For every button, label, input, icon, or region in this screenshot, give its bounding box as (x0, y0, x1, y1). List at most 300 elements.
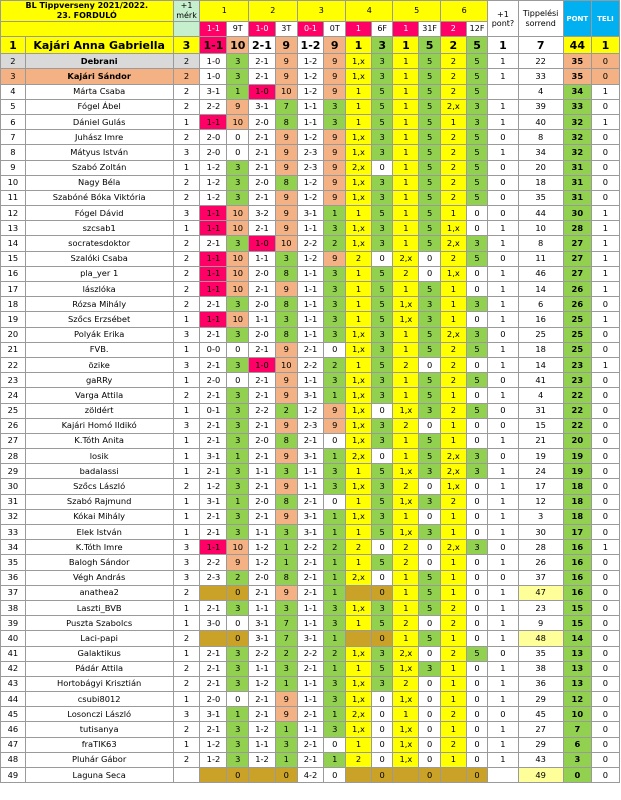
cell-order: 46 (518, 266, 563, 281)
cell-t6: 2 (440, 145, 466, 160)
cell-t4: 1,x (346, 130, 372, 145)
cell-bonus: 1 (488, 236, 518, 251)
cell-mercy: 2 (173, 479, 200, 494)
cell-s3: 3 (324, 266, 346, 281)
cell-full: 0 (591, 494, 619, 509)
cell-s1: 0 (227, 631, 249, 646)
cell-mercy: 2 (173, 251, 200, 266)
cell-mercy: 1 (173, 737, 200, 752)
cell-t6: 1 (440, 114, 466, 129)
cell-mercy: 2 (173, 722, 200, 737)
cell-s6: 0 (466, 600, 488, 615)
cell-t1: 2-1 (200, 433, 227, 448)
cell-s5: 0 (419, 752, 441, 767)
cell-rank: 24 (1, 388, 26, 403)
cell-mercy: 1 (173, 373, 200, 388)
cell-t3: 2-1 (297, 752, 324, 767)
cell-bonus: 1 (488, 342, 518, 357)
mercy-sub (173, 22, 200, 37)
cell-s3: 1 (324, 707, 346, 722)
cell-name: Pádár Attila (25, 661, 173, 676)
cell-s1: 3 (227, 69, 249, 84)
cell-s2: 9 (275, 585, 297, 600)
cell-order: 48 (518, 631, 563, 646)
cell-t1: 1-2 (200, 160, 227, 175)
table-row (1, 676, 620, 691)
cell-t1: 2-0 (200, 130, 227, 145)
cell-t2: 2-0 (249, 175, 276, 190)
cell-points: 23 (563, 373, 591, 388)
cell-t5: 1 (393, 160, 419, 175)
cell-order: 3 (518, 509, 563, 524)
cell-name: Szabó Zoltán (25, 160, 173, 175)
cell-s1: 0 (227, 145, 249, 160)
cell-t1: 1-2 (200, 190, 227, 205)
cell-s2: 9 (275, 479, 297, 494)
cell-s6: 0 (466, 707, 488, 722)
cell-order: 24 (518, 464, 563, 479)
cell-t4: 2 (346, 251, 372, 266)
cell-t2: 1-2 (249, 676, 276, 691)
cell-full: 0 (591, 418, 619, 433)
cell-mercy: 3 (173, 206, 200, 221)
cell-rank: 26 (1, 418, 26, 433)
cell-bonus: 1 (488, 37, 518, 54)
cell-t5: 1,x (393, 464, 419, 479)
cell-s5: 0 (419, 540, 441, 555)
cell-s2: 3 (275, 251, 297, 266)
cell-s1: 10 (227, 282, 249, 297)
cell-points: 27 (563, 251, 591, 266)
cell-s3: 3 (324, 373, 346, 388)
cell-s1: 10 (227, 221, 249, 236)
cell-points: 32 (563, 130, 591, 145)
table-row (1, 585, 620, 600)
cell-order: 21 (518, 433, 563, 448)
cell-s2: 9 (275, 160, 297, 175)
cell-order: 8 (518, 236, 563, 251)
cell-s2: 9 (275, 221, 297, 236)
cell-s4: 3 (371, 145, 393, 160)
cell-t3: 3-1 (297, 631, 324, 646)
cell-t3: 3-1 (297, 388, 324, 403)
cell-points: 22 (563, 418, 591, 433)
cell-rank: 20 (1, 327, 26, 342)
bonus-point-header: +1 pont? (488, 1, 518, 37)
cell-s3: 3 (324, 297, 346, 312)
cell-name: lászlóka (25, 282, 173, 297)
cell-points: 19 (563, 464, 591, 479)
cell-s4: 3 (371, 175, 393, 190)
cell-s3: 3 (324, 722, 346, 737)
cell-points: 12 (563, 692, 591, 707)
cell-s4: 3 (371, 190, 393, 205)
cell-rank: 23 (1, 373, 26, 388)
cell-t3: 1-1 (297, 312, 324, 327)
cell-t5: 1 (393, 37, 419, 54)
cell-s4: 5 (371, 282, 393, 297)
cell-t3: 1-2 (297, 130, 324, 145)
cell-s1: 10 (227, 114, 249, 129)
cell-t3: 1-2 (297, 403, 324, 418)
cell-s1: 3 (227, 737, 249, 752)
cell-s6: 3 (466, 99, 488, 114)
cell-s1: 0 (227, 130, 249, 145)
cell-mercy: 2 (173, 175, 200, 190)
cell-t2: 2-1 (249, 37, 276, 54)
cell-s4: 5 (371, 84, 393, 99)
cell-mercy: 2 (173, 54, 200, 69)
cell-s3: 1 (324, 388, 346, 403)
cell-full: 1 (591, 206, 619, 221)
cell-s5: 3 (419, 297, 441, 312)
cell-t4: 1 (346, 357, 372, 372)
cell-rank: 39 (1, 616, 26, 631)
cell-s6: 3 (466, 236, 488, 251)
cell-s6: 0 (466, 418, 488, 433)
sub-header: 1-0 (249, 22, 276, 37)
cell-rank: 18 (1, 297, 26, 312)
cell-t5: 1 (393, 327, 419, 342)
cell-s1: 3 (227, 388, 249, 403)
cell-rank: 40 (1, 631, 26, 646)
cell-name: Kajári Homó Ildikó (25, 418, 173, 433)
cell-name: Kókai Mihály (25, 509, 173, 524)
cell-full: 1 (591, 84, 619, 99)
cell-t3: 1-2 (297, 54, 324, 69)
cell-t3: 1-1 (297, 114, 324, 129)
cell-t2: 1-2 (249, 555, 276, 570)
cell-t1: 1-2 (200, 479, 227, 494)
cell-s4: 3 (371, 69, 393, 84)
cell-order: 7 (518, 37, 563, 54)
group-2-header: 2 (249, 1, 298, 22)
cell-t3: 3-1 (297, 509, 324, 524)
cell-t1: 1-2 (200, 737, 227, 752)
cell-s1: 0 (227, 692, 249, 707)
cell-name: Rózsa Mihály (25, 297, 173, 312)
sub-header: 12F (466, 22, 488, 37)
cell-bonus: 1 (488, 357, 518, 372)
cell-name: Mátyus István (25, 145, 173, 160)
cell-mercy: 3 (173, 540, 200, 555)
cell-s2: 2 (275, 646, 297, 661)
cell-mercy: 1 (173, 646, 200, 661)
cell-bonus: 0 (488, 373, 518, 388)
cell-t4: 1 (346, 84, 372, 99)
cell-points: 15 (563, 616, 591, 631)
cell-s3: 3 (324, 600, 346, 615)
cell-s4: 5 (371, 661, 393, 676)
cell-s1: 3 (227, 190, 249, 205)
cell-t5: 2 (393, 418, 419, 433)
cell-points: 25 (563, 327, 591, 342)
cell-order: 35 (518, 646, 563, 661)
cell-rank: 21 (1, 342, 26, 357)
cell-t6: 2 (440, 737, 466, 752)
cell-t5: 2 (393, 676, 419, 691)
table-row (1, 373, 620, 388)
cell-s4: 5 (371, 297, 393, 312)
cell-s4: 3 (371, 418, 393, 433)
cell-t1: 1-1 (200, 221, 227, 236)
cell-mercy: 1 (173, 449, 200, 464)
cell-name: Szőcs Erzsébet (25, 312, 173, 327)
cell-points: 35 (563, 54, 591, 69)
cell-s2: 9 (275, 373, 297, 388)
table-row (1, 388, 620, 403)
cell-t4: 1,x (346, 433, 372, 448)
cell-s3: 9 (324, 403, 346, 418)
cell-mercy: 3 (173, 555, 200, 570)
cell-t2: 3-1 (249, 616, 276, 631)
cell-s5: 5 (419, 449, 441, 464)
cell-full: 1 (591, 312, 619, 327)
cell-rank: 4 (1, 84, 26, 99)
cell-bonus: 1 (488, 525, 518, 540)
tip-order-header: Tippelési sorrend (518, 1, 563, 37)
cell-t4: 1 (346, 297, 372, 312)
cell-bonus: 1 (488, 312, 518, 327)
cell-name: Galaktikus (25, 646, 173, 661)
sub-header: 0-1 (297, 22, 324, 37)
cell-name: Polyák Erika (25, 327, 173, 342)
cell-s2: 9 (275, 342, 297, 357)
cell-t5: 2 (393, 540, 419, 555)
cell-t4 (346, 585, 372, 600)
cell-s5: 5 (419, 145, 441, 160)
cell-full: 0 (591, 190, 619, 205)
points-header: PONT (563, 1, 591, 37)
cell-s6: 0 (466, 509, 488, 524)
cell-t1: 2-1 (200, 509, 227, 524)
cell-s2: 3 (275, 661, 297, 676)
table-row (1, 342, 620, 357)
cell-rank: 44 (1, 692, 26, 707)
cell-t3: 3-1 (297, 449, 324, 464)
cell-t5: 1 (393, 449, 419, 464)
cell-s6: 0 (466, 433, 488, 448)
sub-header: 1 (346, 22, 372, 37)
cell-t4 (346, 768, 372, 783)
cell-s5: 5 (419, 114, 441, 129)
cell-s5: 0 (419, 509, 441, 524)
cell-order: 11 (518, 251, 563, 266)
cell-full: 0 (591, 676, 619, 691)
cell-mercy: 3 (173, 145, 200, 160)
cell-t6: 2 (440, 160, 466, 175)
cell-s2: 8 (275, 175, 297, 190)
cell-s4: 5 (371, 99, 393, 114)
cell-s2: 1 (275, 540, 297, 555)
cell-mercy: 2 (173, 661, 200, 676)
cell-full: 0 (591, 327, 619, 342)
cell-t6: 1 (440, 722, 466, 737)
cell-s5: 5 (419, 221, 441, 236)
cell-full: 0 (591, 464, 619, 479)
table-row (1, 69, 620, 84)
cell-mercy: 3 (173, 418, 200, 433)
cell-s6: 0 (466, 206, 488, 221)
cell-t6: 1,x (440, 266, 466, 281)
cell-s5: 0 (419, 768, 441, 783)
cell-s4: 3 (371, 327, 393, 342)
cell-s6: 3 (466, 297, 488, 312)
cell-t5: 1 (393, 342, 419, 357)
table-row (1, 737, 620, 752)
cell-t2: 2-1 (249, 707, 276, 722)
cell-full: 1 (591, 357, 619, 372)
table-row (1, 99, 620, 114)
cell-s2: 8 (275, 494, 297, 509)
cell-full: 0 (591, 388, 619, 403)
cell-t6: 2,x (440, 327, 466, 342)
cell-s2: 8 (275, 327, 297, 342)
cell-t4: 1,x (346, 600, 372, 615)
cell-t2: 1-1 (249, 251, 276, 266)
cell-t6: 1,x (440, 221, 466, 236)
cell-t4: 1,x (346, 418, 372, 433)
cell-t5: 1 (393, 190, 419, 205)
cell-s4: 0 (371, 722, 393, 737)
cell-t4: 1,x (346, 479, 372, 494)
cell-name: losik (25, 449, 173, 464)
cell-s4: 3 (371, 433, 393, 448)
cell-order: 29 (518, 737, 563, 752)
cell-t4: 1 (346, 37, 372, 54)
cell-mercy: 2 (173, 190, 200, 205)
cell-t2: 3-1 (249, 99, 276, 114)
cell-s3: 9 (324, 54, 346, 69)
cell-t1: 2-1 (200, 236, 227, 251)
cell-s5: 0 (419, 676, 441, 691)
cell-s3: 3 (324, 676, 346, 691)
cell-s4: 0 (371, 631, 393, 646)
cell-full: 0 (591, 99, 619, 114)
cell-s3: 0 (324, 768, 346, 783)
cell-t2: 1-0 (249, 84, 276, 99)
cell-order: 31 (518, 403, 563, 418)
cell-t2: 2-1 (249, 418, 276, 433)
cell-s6: 5 (466, 190, 488, 205)
cell-t4: 1,x (346, 69, 372, 84)
cell-s1: 3 (227, 54, 249, 69)
cell-s4: 5 (371, 114, 393, 129)
cell-t6: 1 (440, 509, 466, 524)
cell-t5: 1,x (393, 661, 419, 676)
cell-t6: 2 (440, 600, 466, 615)
cell-t6: 2,x (440, 464, 466, 479)
cell-t2: 2-1 (249, 130, 276, 145)
cell-t5: 1,x (393, 722, 419, 737)
cell-s3: 1 (324, 509, 346, 524)
cell-t2: 2-2 (249, 403, 276, 418)
table-row (1, 631, 620, 646)
cell-t4: 1 (346, 312, 372, 327)
cell-order: 4 (518, 388, 563, 403)
cell-s6: 5 (466, 54, 488, 69)
sub-header: 1 (393, 22, 419, 37)
cell-s1: 10 (227, 251, 249, 266)
cell-t5: 1,x (393, 297, 419, 312)
cell-t6: 2 (440, 175, 466, 190)
cell-points: 18 (563, 479, 591, 494)
cell-t3: 1-2 (297, 37, 324, 54)
cell-t1: 1-1 (200, 114, 227, 129)
cell-t6: 1 (440, 206, 466, 221)
cell-s3: 1 (324, 570, 346, 585)
cell-s6: 5 (466, 69, 488, 84)
cell-s3: 1 (324, 631, 346, 646)
cell-s2: 7 (275, 99, 297, 114)
cell-t1: 1-0 (200, 69, 227, 84)
cell-name: csubi8012 (25, 692, 173, 707)
cell-s1: 10 (227, 540, 249, 555)
cell-t5: 1,x (393, 403, 419, 418)
cell-t4: 1 (346, 525, 372, 540)
cell-name: Pluhár Gábor (25, 752, 173, 767)
cell-s3: 3 (324, 464, 346, 479)
cell-t6: 2,x (440, 449, 466, 464)
group-3-header: 3 (297, 1, 346, 22)
cell-t5: 1 (393, 54, 419, 69)
cell-order: 18 (518, 342, 563, 357)
cell-order: 6 (518, 297, 563, 312)
cell-points: 16 (563, 540, 591, 555)
cell-s6: 0 (466, 661, 488, 676)
cell-bonus: 0 (488, 251, 518, 266)
cell-s2: 9 (275, 69, 297, 84)
cell-s2: 8 (275, 266, 297, 281)
cell-s2: 9 (275, 37, 297, 54)
cell-t6: 1 (440, 525, 466, 540)
cell-t3: 1-1 (297, 373, 324, 388)
cell-s1: 1 (227, 84, 249, 99)
cell-name: Végh András (25, 570, 173, 585)
cell-order: 22 (518, 54, 563, 69)
cell-s3: 0 (324, 342, 346, 357)
cell-mercy: 2 (173, 99, 200, 114)
cell-t6: 2 (440, 373, 466, 388)
cell-rank: 22 (1, 357, 26, 372)
cell-order: 49 (518, 768, 563, 783)
cell-s1: 2 (227, 570, 249, 585)
cell-s4: 3 (371, 388, 393, 403)
table-row (1, 555, 620, 570)
cell-t6: 2 (440, 403, 466, 418)
cell-full: 0 (591, 570, 619, 585)
cell-s3: 2 (324, 236, 346, 251)
cell-bonus: 1 (488, 600, 518, 615)
cell-t5: 1,x (393, 752, 419, 767)
cell-mercy: 1 (173, 221, 200, 236)
cell-t3: 1-1 (297, 266, 324, 281)
cell-s5: 0 (419, 479, 441, 494)
cell-s2: 3 (275, 600, 297, 615)
cell-s3: 0 (324, 737, 346, 752)
cell-t6: 2 (440, 357, 466, 372)
cell-t4: 1 (346, 737, 372, 752)
cell-t5: 1 (393, 388, 419, 403)
cell-s3: 0 (324, 433, 346, 448)
cell-t1: 2-1 (200, 661, 227, 676)
cell-bonus: 1 (488, 388, 518, 403)
cell-s2: 9 (275, 54, 297, 69)
cell-t2: 2-0 (249, 327, 276, 342)
cell-s1: 10 (227, 37, 249, 54)
cell-s6: 5 (466, 145, 488, 160)
cell-bonus: 0 (488, 190, 518, 205)
